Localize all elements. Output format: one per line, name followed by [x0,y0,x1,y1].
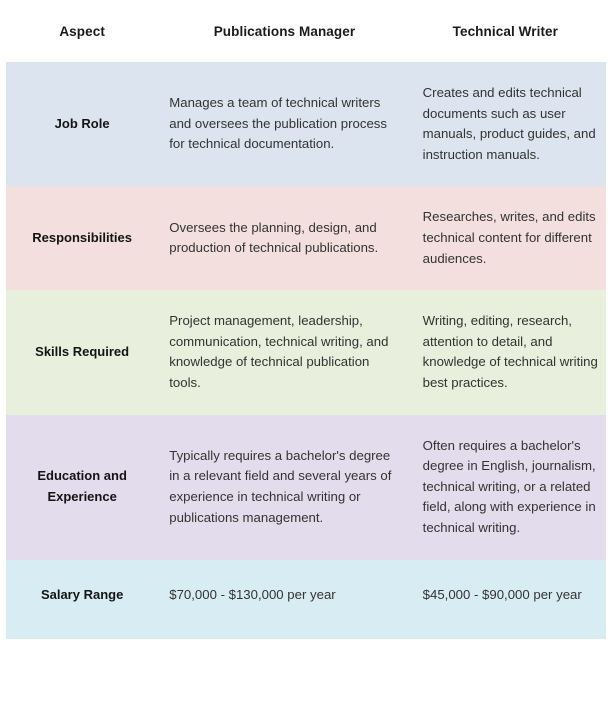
job-comparison-table [6,0,606,639]
cell-aspect-label: Salary Range [6,560,158,640]
cell-technical-writer: $45,000 - $90,000 per year [411,560,606,640]
cell-aspect-label: Education and Experience [6,415,158,560]
cell-technical-writer: Creates and edits technical documents such as user manuals, product guides, and instruction manuals. [411,62,606,186]
table-row [6,186,606,290]
cell-aspect-label: Job Role [6,62,158,186]
cell-publications-manager: Typically requires a bachelor's degree in a relevant field and several years of experience in technical writing or publications management. [158,415,410,560]
column-header-aspect: Aspect [6,0,158,62]
cell-publications-manager: Manages a team of technical writers and oversees the publication process for technical documentation. [158,62,410,186]
column-header-publications-manager: Publications Manager [158,0,410,62]
table-row [6,290,606,414]
table-body [6,62,606,639]
cell-publications-manager: $70,000 - $130,000 per year [158,560,410,640]
table-header [6,0,606,62]
table-row [6,415,606,560]
table-row [6,560,606,640]
cell-publications-manager: Oversees the planning, design, and production of technical publications. [158,186,410,290]
cell-technical-writer: Researches, writes, and edits technical content for different audiences. [411,186,606,290]
table-row [6,62,606,186]
cell-aspect-label: Skills Required [6,290,158,414]
cell-publications-manager: Project management, leadership, communication, technical writing, and knowledge of technical publication tools. [158,290,410,414]
cell-technical-writer: Often requires a bachelor's degree in English, journalism, technical writing, or a related field, along with experience in technical writing. [411,415,606,560]
cell-technical-writer: Writing, editing, research, attention to detail, and knowledge of technical writing best practices. [411,290,606,414]
table-header-row [6,0,606,62]
column-header-technical-writer: Technical Writer [411,0,606,62]
cell-aspect-label: Responsibilities [6,186,158,290]
